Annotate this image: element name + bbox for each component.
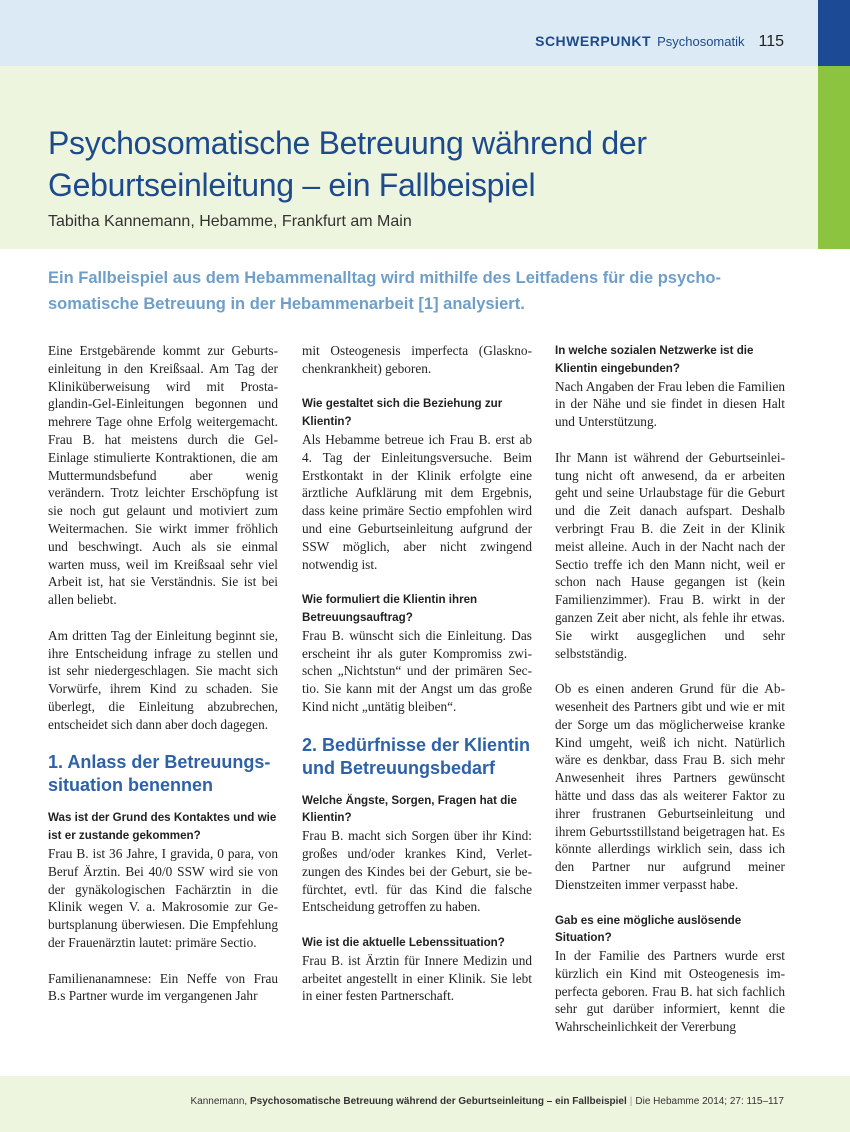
side-tab-green [818,66,850,249]
footer-journal: Die Hebamme 2014; 27: 115–117 [635,1096,784,1107]
footer-title: Psychosomatische Betreuung während der Geburtseinleitung – ein Fallbeispiel [250,1096,627,1107]
side-tab-blue [818,0,850,66]
column-2 [302,342,532,1005]
question-heading: In welche sozialen Netzwerke ist die Klientin eingebunden? [555,344,754,375]
page-number: 115 [758,33,784,50]
question-heading: Wie gestaltet sich die Beziehung zur Klientin? [302,397,503,429]
paragraph: mit Osteogenesis imperfecta (Glasknochenkrankheit) geboren. [302,343,532,376]
question-heading: Wie formuliert die Klientin ihren Betreuungsauftrag? [302,593,478,624]
paragraph: Nach Angaben der Frau leben die Familien in der Nähe und sie findet in diesen Halt und Unterstützung. [555,378,785,430]
footer-citation [191,1096,785,1107]
paragraph: Als Hebamme betreue ich Frau B. erst ab 4. Tag der Einleitungsversuche. Beim Erstkontakt in der Klinik erfolgte eine ärztliche Aufklärung mit dem Ergebnis, dass keine primäre Sectio empfohlen wird und eine Geburtseinleitung aufgrund der SSW möglich, aber nicht zwingend notwendig ist. [302,431,532,572]
section-heading: 1. Anlass der Betreuungssituation benennen [48,752,271,796]
paragraph: Eine Erstgebärende kommt zur Geburtseinleitung in den Kreißsaal. Am Tag der Kliniküberweisung wird mit Prostaglandin-Gel-Einleitungen begonnen und mehrere Tage ohne Erfolg weitergemacht. Frau B. hat meistens durch die Gel-Einlage stimulierte Kontraktionen, die am Muttermundsbefund aber wenig verändern. Trotz leichter Erschöpfung ist sie noch gut gelaunt und motiviert zum Weitermachen. Sie wirkt immer fröhlich und beschwingt. Auch als sie einmal warten muss, weil im Kreißsaal sehr viel Arbeit ist, hat sie Verständnis. Sie ist bei allen beliebt. [48,343,278,608]
running-header [535,33,784,51]
column-1 [48,342,278,1005]
topic-label: Psychosomatik [657,34,745,49]
paragraph: Frau B. ist Ärztin für Innere Medizin und arbeitet angestellt in einer Klinik. Sie lebt in einer festen Partnerschaft. [302,952,532,1004]
question-heading: Was ist der Grund des Kontaktes und wie ist er zustande gekommen? [48,811,277,843]
lead-paragraph: Ein Fallbeispiel aus dem Hebammenalltag wird mithilfe des Leitfadens für die psychosomatische Betreuung in der Hebammenarbeit [1] analysiert. [48,269,721,313]
paragraph: In der Familie des Partners wurde erst kürzlich ein Kind mit Osteogenesis imperfecta geboren. Frau B. hat sich fachlich sehr gut darüber informiert, kennt die Wahrscheinlichkeit der Vererbung [555,948,785,1035]
paragraph: Frau B. wünscht sich die Einleitung. Das erscheint ihr als guter Kompromiss zwischen „Nichtstun“ und der primären Sectio. Sie kann mit der Angst um das große Kind nicht „untätig bleiben“. [302,627,532,714]
footer-separator: | [629,1096,633,1107]
article-title: Psychosomatische Betreuung während der Geburtseinleitung – ein Fallbeispiel [48,125,647,203]
paragraph: Frau B. macht sich Sorgen über ihr Kind: großes und/oder krankes Kind, Verletzungen des Kindes bei der Geburt, sie befürchtet, evtl. für das Kind die falsche Entscheidung getroffen zu haben. [302,828,532,915]
paragraph: Frau B. ist 36 Jahre, I gravida, 0 para, von Beruf Ärztin. Bei 40/0 SSW wird sie von der gynäkologischen Fachärztin in die Klinik wegen V. a. Makrosomie zur Geburtsplanung überwiesen. Die Empfehlung der Frauenärztin lautet: primäre Sectio. [48,845,278,950]
section-label: SCHWERPUNKT [535,33,652,49]
question-heading: Gab es eine mögliche auslösende Situation? [555,913,742,945]
paragraph: Familienanamnese: Ein Neffe von Frau B.s Partner wurde im vergangenen Jahr [48,970,278,1004]
footer-author: Kannemann, [190,1096,248,1107]
author-line: Tabitha Kannemann, Hebamme, Frankfurt am Main [48,213,412,230]
section-heading: 2. Bedürfnisse der Klientin und Betreuungsbedarf [302,734,531,778]
paragraph: Am dritten Tag der Einleitung beginnt sie, ihre Entscheidung infrage zu stellen und ist sehr niedergeschlagen. Sie macht sich Vorwürfe, ihrem Kind zu schaden. Sie überlegt, die Einleitung abzubrechen, entscheidet sich dann aber doch dagegen. [48,627,278,732]
paragraph: Ihr Mann ist während der Geburtseinleitung nicht oft anwesend, da er arbeiten geht und seine Urlaubstage für die Geburt und die Zeit danach aufspart. Deshalb verbringt Frau B. die Zeit in der Klinik meist alleine. Auch in der Nacht nach der Sectio treffe ich den Mann nicht, weil er schon nach Hause gegangen ist (kein Familienzimmer). Frau B. wirkt in der ganzen Zeit aber nicht, als fehle ihr etwas. Sie wirkt ausgeglichen und sehr selbstständig. [555,449,785,661]
column-3 [555,342,785,1036]
question-heading: Welche Ängste, Sorgen, Fragen hat die Klientin? [302,793,517,825]
question-heading: Wie ist die aktuelle Lebenssituation? [302,935,505,949]
paragraph: Ob es einen anderen Grund für die Abwesenheit des Partners gibt und wie er mit der Sorge um das möglicherweise kranke Kind umgeht, weiß ich nicht. Natürlich wäre es denkbar, dass Frau B. sich mehr Anwesenheit ihres Partners gewünscht hätte und dass das als weiterer Faktor zu ihrer frustranen Geburtseinleitung und ihrem Geburtsstillstand beigetragen hat. Es könnte allerdings wirklich sein, dass ich den Partner nur aufgrund meiner Dienstzeiten immer verpasst habe. [555,681,785,892]
